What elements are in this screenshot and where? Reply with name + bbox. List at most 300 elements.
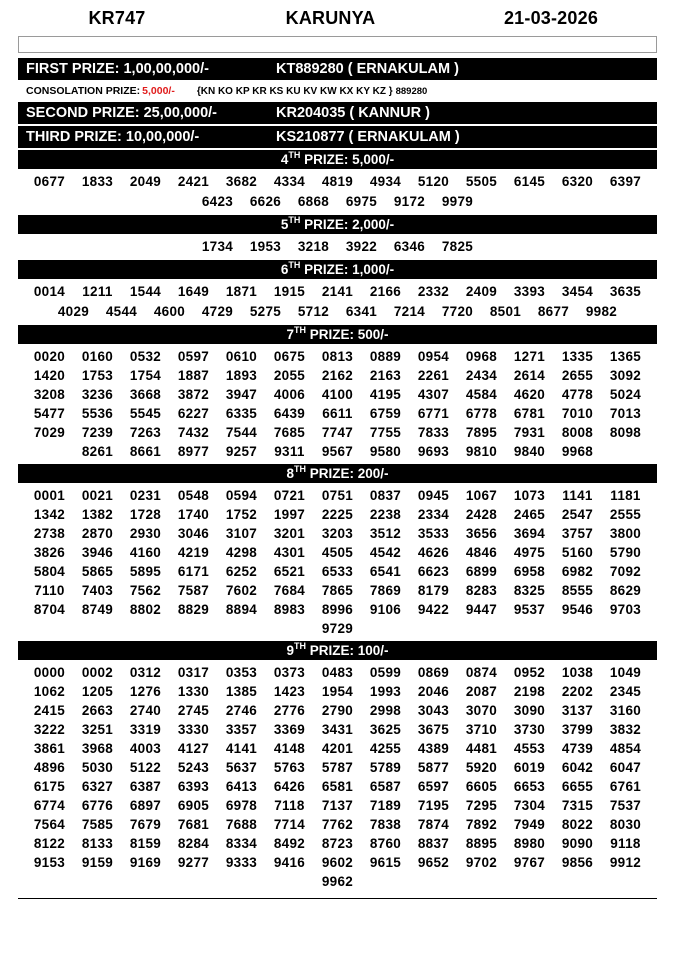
winning-number: 0677 [33,174,66,189]
winning-number: 3968 [81,741,114,756]
winning-number: 8501 [489,304,522,319]
number-row [18,720,657,739]
winning-number: 9962 [321,874,354,889]
winning-number: 6597 [417,779,450,794]
prize-ordinal-suffix: TH [288,215,301,225]
winning-number: 6899 [465,564,498,579]
winning-number: 3319 [129,722,162,737]
winning-number: 0317 [177,665,210,680]
winning-number: 0020 [33,349,66,364]
winning-number: 1997 [273,507,306,522]
prize-amount-label: PRIZE: 500/- [305,327,389,342]
winning-number: 4584 [465,387,498,402]
winning-number: 6252 [225,564,258,579]
winning-number: 3236 [81,387,114,402]
winning-number: 9447 [465,602,498,617]
winning-number: 9172 [393,194,426,209]
winning-number: 0954 [417,349,450,364]
winning-number: 7013 [609,406,642,421]
winning-number: 5790 [609,545,642,560]
winning-number: 9767 [513,855,546,870]
winning-number: 0675 [273,349,306,364]
winning-number: 1871 [225,284,258,299]
winning-number: 6781 [513,406,546,421]
winning-number: 2163 [369,368,402,383]
winning-number: 2409 [465,284,498,299]
prize-header-5 [18,215,657,234]
winning-number: 8133 [81,836,114,851]
winning-number: 2049 [129,174,162,189]
winning-number: 8983 [273,602,306,617]
number-row [18,543,657,562]
winning-number: 4975 [513,545,546,560]
number-row [18,237,657,257]
winning-number: 0312 [129,665,162,680]
prize-amount-label: PRIZE: 100/- [305,643,389,658]
winning-number: 9537 [513,602,546,617]
winning-number: 6587 [369,779,402,794]
winning-number: 9106 [369,602,402,617]
prize-header-6 [18,260,657,279]
winning-number: 8159 [129,836,162,851]
winning-number: 6653 [513,779,546,794]
winning-number: 3043 [417,703,450,718]
winning-number: 8008 [561,425,594,440]
winning-number: 4148 [273,741,306,756]
winning-number: 3092 [609,368,642,383]
winning-number: 3799 [561,722,594,737]
prize-header-8 [18,464,657,483]
winning-number: 2345 [609,684,642,699]
search-input[interactable] [18,36,657,53]
second-prize-label: SECOND PRIZE: 25,00,000/- [26,105,217,121]
winning-number: 6387 [129,779,162,794]
winning-number: 6611 [322,406,353,421]
winning-number: 8895 [465,836,498,851]
winning-number: 8704 [33,602,66,617]
prize-numbers-6 [18,280,657,325]
winning-number: 2141 [321,284,354,299]
winning-number: 8723 [321,836,354,851]
winning-number: 0751 [321,488,354,503]
winning-number: 7010 [561,406,594,421]
winning-number: 8829 [177,602,210,617]
winning-number: 6439 [273,406,306,421]
winning-number: 1544 [129,284,162,299]
winning-number: 1385 [225,684,258,699]
winning-number: 4141 [225,741,258,756]
winning-number: 0874 [465,665,498,680]
winning-number: 0548 [177,488,210,503]
winning-number: 3635 [609,284,642,299]
winning-number: 7562 [129,583,162,598]
winning-number: 5789 [369,760,402,775]
winning-number: 5030 [81,760,114,775]
winning-number: 3070 [465,703,498,718]
winning-number: 5920 [465,760,498,775]
number-row [18,302,657,322]
winning-number: 3922 [345,239,378,254]
winning-number: 9615 [369,855,402,870]
number-row [18,581,657,600]
winning-number: 1382 [81,507,114,522]
winning-number: 6397 [609,174,642,189]
number-row [18,282,657,302]
winning-number: 4003 [129,741,162,756]
winning-number: 9856 [561,855,594,870]
winning-number: 3826 [33,545,66,560]
winning-number: 1753 [81,368,114,383]
winning-number: 4334 [273,174,306,189]
winning-number: 8677 [537,304,570,319]
winning-number: 3330 [177,722,210,737]
winning-number: 3656 [465,526,498,541]
winning-number: 2162 [321,368,354,383]
winning-number: 7838 [369,817,402,832]
winning-number: 4626 [417,545,450,560]
winning-number: 1423 [273,684,306,699]
winning-number: 1141 [562,488,593,503]
winning-number: 2465 [513,507,546,522]
winning-number: 6978 [225,798,258,813]
winning-number: 9968 [561,444,594,459]
prize-numbers-7 [18,345,657,464]
winning-number: 7688 [225,817,258,832]
winning-number: 5505 [465,174,498,189]
number-row [18,853,657,872]
winning-number: 1953 [249,239,282,254]
prize-numbers-8 [18,484,657,641]
consolation-series: {KN KO KP KR KS KU KV KW KX KY KZ } [196,85,393,97]
winning-number: 2225 [321,507,354,522]
winning-number: 0021 [81,488,114,503]
winning-number: 6771 [417,406,450,421]
winning-number: 9652 [417,855,450,870]
winning-number: 8122 [33,836,66,851]
winning-number: 7684 [273,583,306,598]
winning-number: 0160 [81,349,114,364]
winning-number: 1954 [321,684,354,699]
winning-number: 0594 [225,488,258,503]
winning-number: 1734 [201,239,234,254]
prize-amount-label: PRIZE: 1,000/- [300,262,395,277]
winning-number: 2415 [33,703,66,718]
prize-amount-label: PRIZE: 2,000/- [300,217,395,232]
prize-ordinal: 5 [280,217,289,232]
winning-number: 2421 [177,174,210,189]
number-row [18,524,657,543]
winning-number: 4542 [369,545,402,560]
number-row [18,423,657,442]
winning-number: 5024 [609,387,642,402]
winning-number: 8894 [225,602,258,617]
winning-number: 7865 [321,583,354,598]
winning-number: 4819 [321,174,354,189]
winning-number: 2998 [369,703,402,718]
winning-number: 5120 [417,174,450,189]
winning-number: 5712 [297,304,330,319]
winning-number: 6774 [33,798,66,813]
winning-number: 2655 [561,368,594,383]
winning-number: 7833 [417,425,450,440]
winning-number: 9729 [321,621,354,636]
winning-number: 9159 [81,855,114,870]
prize-amount-label: PRIZE: 200/- [305,466,389,481]
first-prize-row [18,58,657,80]
winning-number: 4029 [57,304,90,319]
winning-number: 2547 [561,507,594,522]
prize-ordinal-suffix: TH [293,325,306,335]
winning-number: 0599 [369,665,402,680]
winning-number: 5275 [249,304,282,319]
winning-number: 1073 [513,488,546,503]
winning-number: 1276 [129,684,162,699]
winning-number: 0968 [465,349,498,364]
winning-number: 9602 [321,855,354,870]
winning-number: 9118 [610,836,641,851]
winning-number: 9546 [561,602,594,617]
winning-number: 6605 [465,779,498,794]
third-prize-row [18,126,657,148]
winning-number: 4544 [105,304,138,319]
winning-number: 6623 [417,564,450,579]
winning-number: 1893 [225,368,258,383]
winning-number: 3203 [321,526,354,541]
winning-number: 8555 [561,583,594,598]
winning-number: 8629 [609,583,642,598]
winning-number: 3393 [513,284,546,299]
prize-header-9 [18,641,657,660]
winning-number: 5865 [81,564,114,579]
winning-number: 8261 [81,444,114,459]
draw-date: 21-03-2026 [503,7,599,28]
winning-number: 4600 [153,304,186,319]
winning-number: 1342 [33,507,66,522]
winning-number: 2930 [129,526,162,541]
winning-number: 3533 [417,526,450,541]
winning-number: 5160 [561,545,594,560]
number-row [18,505,657,524]
winning-number: 9580 [369,444,402,459]
winning-number: 3757 [561,526,594,541]
winning-number: 6320 [561,174,594,189]
winning-number: 4846 [465,545,498,560]
winning-number: 0813 [321,349,354,364]
winning-number: 8179 [417,583,450,598]
winning-number: 2776 [273,703,306,718]
winning-number: 9169 [129,855,162,870]
winning-number: 7755 [369,425,402,440]
winning-number: 0837 [369,488,402,503]
winning-number: 3357 [225,722,258,737]
winning-number: 9090 [561,836,594,851]
winning-number: 6655 [561,779,594,794]
winning-number: 0002 [81,665,114,680]
winning-number: 6761 [609,779,642,794]
winning-number: 3625 [369,722,402,737]
winning-number: 1740 [177,507,210,522]
winning-number: 4553 [513,741,546,756]
winning-number: 8802 [129,602,162,617]
winning-number: 7587 [177,583,210,598]
winning-number: 7931 [513,425,546,440]
number-row [18,815,657,834]
winning-number: 2166 [369,284,402,299]
winning-number: 4100 [321,387,354,402]
prize-header-4 [18,150,657,169]
winning-number: 6047 [609,760,642,775]
winning-number: 6778 [465,406,498,421]
winning-number: 7092 [609,564,642,579]
winning-number: 3730 [513,722,546,737]
winning-number: 4505 [321,545,354,560]
winning-number: 4127 [177,741,210,756]
winning-number: 3861 [33,741,66,756]
winning-number: 1062 [33,684,66,699]
winning-number: 2745 [177,703,210,718]
consolation-number: 889280 [395,85,428,97]
winning-number: 7315 [561,798,594,813]
winning-number: 3947 [225,387,258,402]
winning-number: 2663 [81,703,114,718]
winning-number: 7239 [81,425,114,440]
winning-number: 7681 [177,817,210,832]
winning-number: 4219 [177,545,210,560]
number-row [18,172,657,192]
winning-number: 0014 [33,284,66,299]
winning-number: 3682 [225,174,258,189]
winning-number: 0532 [129,349,162,364]
winning-number: 5895 [129,564,162,579]
winning-number: 7874 [417,817,450,832]
winning-number: 3369 [273,722,306,737]
winning-number: 2738 [33,526,66,541]
consolation-amount: 5,000/- [142,85,175,97]
consolation-prize-row [18,82,657,100]
winning-number: 9416 [273,855,306,870]
winning-number: 6521 [273,564,306,579]
winning-number: 1915 [273,284,306,299]
number-row [18,701,657,720]
winning-number: 1365 [609,349,642,364]
winning-number: 1049 [609,665,642,680]
winning-number: 9693 [417,444,450,459]
winning-number: 7029 [33,425,66,440]
winning-number: 6227 [177,406,210,421]
winning-number: 6346 [393,239,426,254]
winning-number: 3710 [465,722,498,737]
winning-number: 3107 [225,526,258,541]
winning-number: 0721 [273,488,306,503]
winning-number: 3222 [33,722,66,737]
prize-ordinal: 9 [286,643,294,658]
winning-number: 4195 [369,387,402,402]
winning-number: 6759 [369,406,402,421]
number-row [18,486,657,505]
winning-number: 0869 [417,665,450,680]
number-row [18,796,657,815]
winning-number: 7825 [441,239,474,254]
winning-number: 1211 [82,284,113,299]
prize-ordinal-suffix: TH [293,641,306,651]
first-prize-ticket: KT889280 ( ERNAKULAM ) [276,61,459,77]
winning-number: 7295 [465,798,498,813]
number-row [18,366,657,385]
prize-header-7 [18,325,657,344]
bottom-divider [18,898,657,899]
winning-number: 3675 [417,722,450,737]
winning-number: 3800 [609,526,642,541]
winning-number: 5787 [321,760,354,775]
winning-number: 2428 [465,507,498,522]
winning-number: 2046 [417,684,450,699]
winning-number: 2746 [225,703,258,718]
winning-number: 5804 [33,564,66,579]
prize-ordinal-suffix: TH [293,464,306,474]
winning-number: 2202 [561,684,594,699]
winning-number: 7895 [465,425,498,440]
winning-number: 8760 [369,836,402,851]
winning-number: 7537 [609,798,642,813]
winning-number: 6327 [81,779,114,794]
winning-number: 6982 [561,564,594,579]
winning-number: 2870 [81,526,114,541]
winning-number: 7720 [441,304,474,319]
page-title [18,0,657,36]
number-row [18,404,657,423]
winning-number: 7679 [129,817,162,832]
prize-ordinal: 8 [286,466,294,481]
third-prize-label: THIRD PRIZE: 10,00,000/- [26,129,200,145]
winning-number: 7118 [274,798,305,813]
winning-number: 3251 [81,722,114,737]
winning-number: 0597 [177,349,210,364]
winning-number: 2555 [609,507,642,522]
winning-number: 7432 [177,425,210,440]
lottery-name: KARUNYA [285,7,376,28]
winning-number: 7602 [225,583,258,598]
winning-number: 9703 [609,602,642,617]
winning-number: 1271 [513,349,546,364]
winning-number: 5122 [129,760,162,775]
number-row [18,758,657,777]
winning-number: 7195 [417,798,450,813]
winning-number: 8749 [81,602,114,617]
winning-number: 9810 [465,444,498,459]
winning-number: 1754 [129,368,162,383]
winning-number: 4729 [201,304,234,319]
winning-number: 8837 [417,836,450,851]
winning-number: 1181 [610,488,641,503]
winning-number: 9912 [609,855,642,870]
winning-number: 1833 [81,174,114,189]
winning-number: 6019 [513,760,546,775]
prize-ordinal: 4 [280,152,289,167]
lottery-code: KR747 [88,7,146,28]
winning-number: 4006 [273,387,306,402]
number-row [18,777,657,796]
winning-number: 3218 [297,239,330,254]
winning-number: 1205 [81,684,114,699]
winning-number: 7189 [369,798,402,813]
prize-numbers-9 [18,661,657,894]
winning-number: 7585 [81,817,114,832]
winning-number: 4389 [417,741,450,756]
winning-number: 4854 [609,741,642,756]
winning-number: 2332 [417,284,450,299]
winning-number: 6541 [369,564,402,579]
number-row [18,442,657,461]
